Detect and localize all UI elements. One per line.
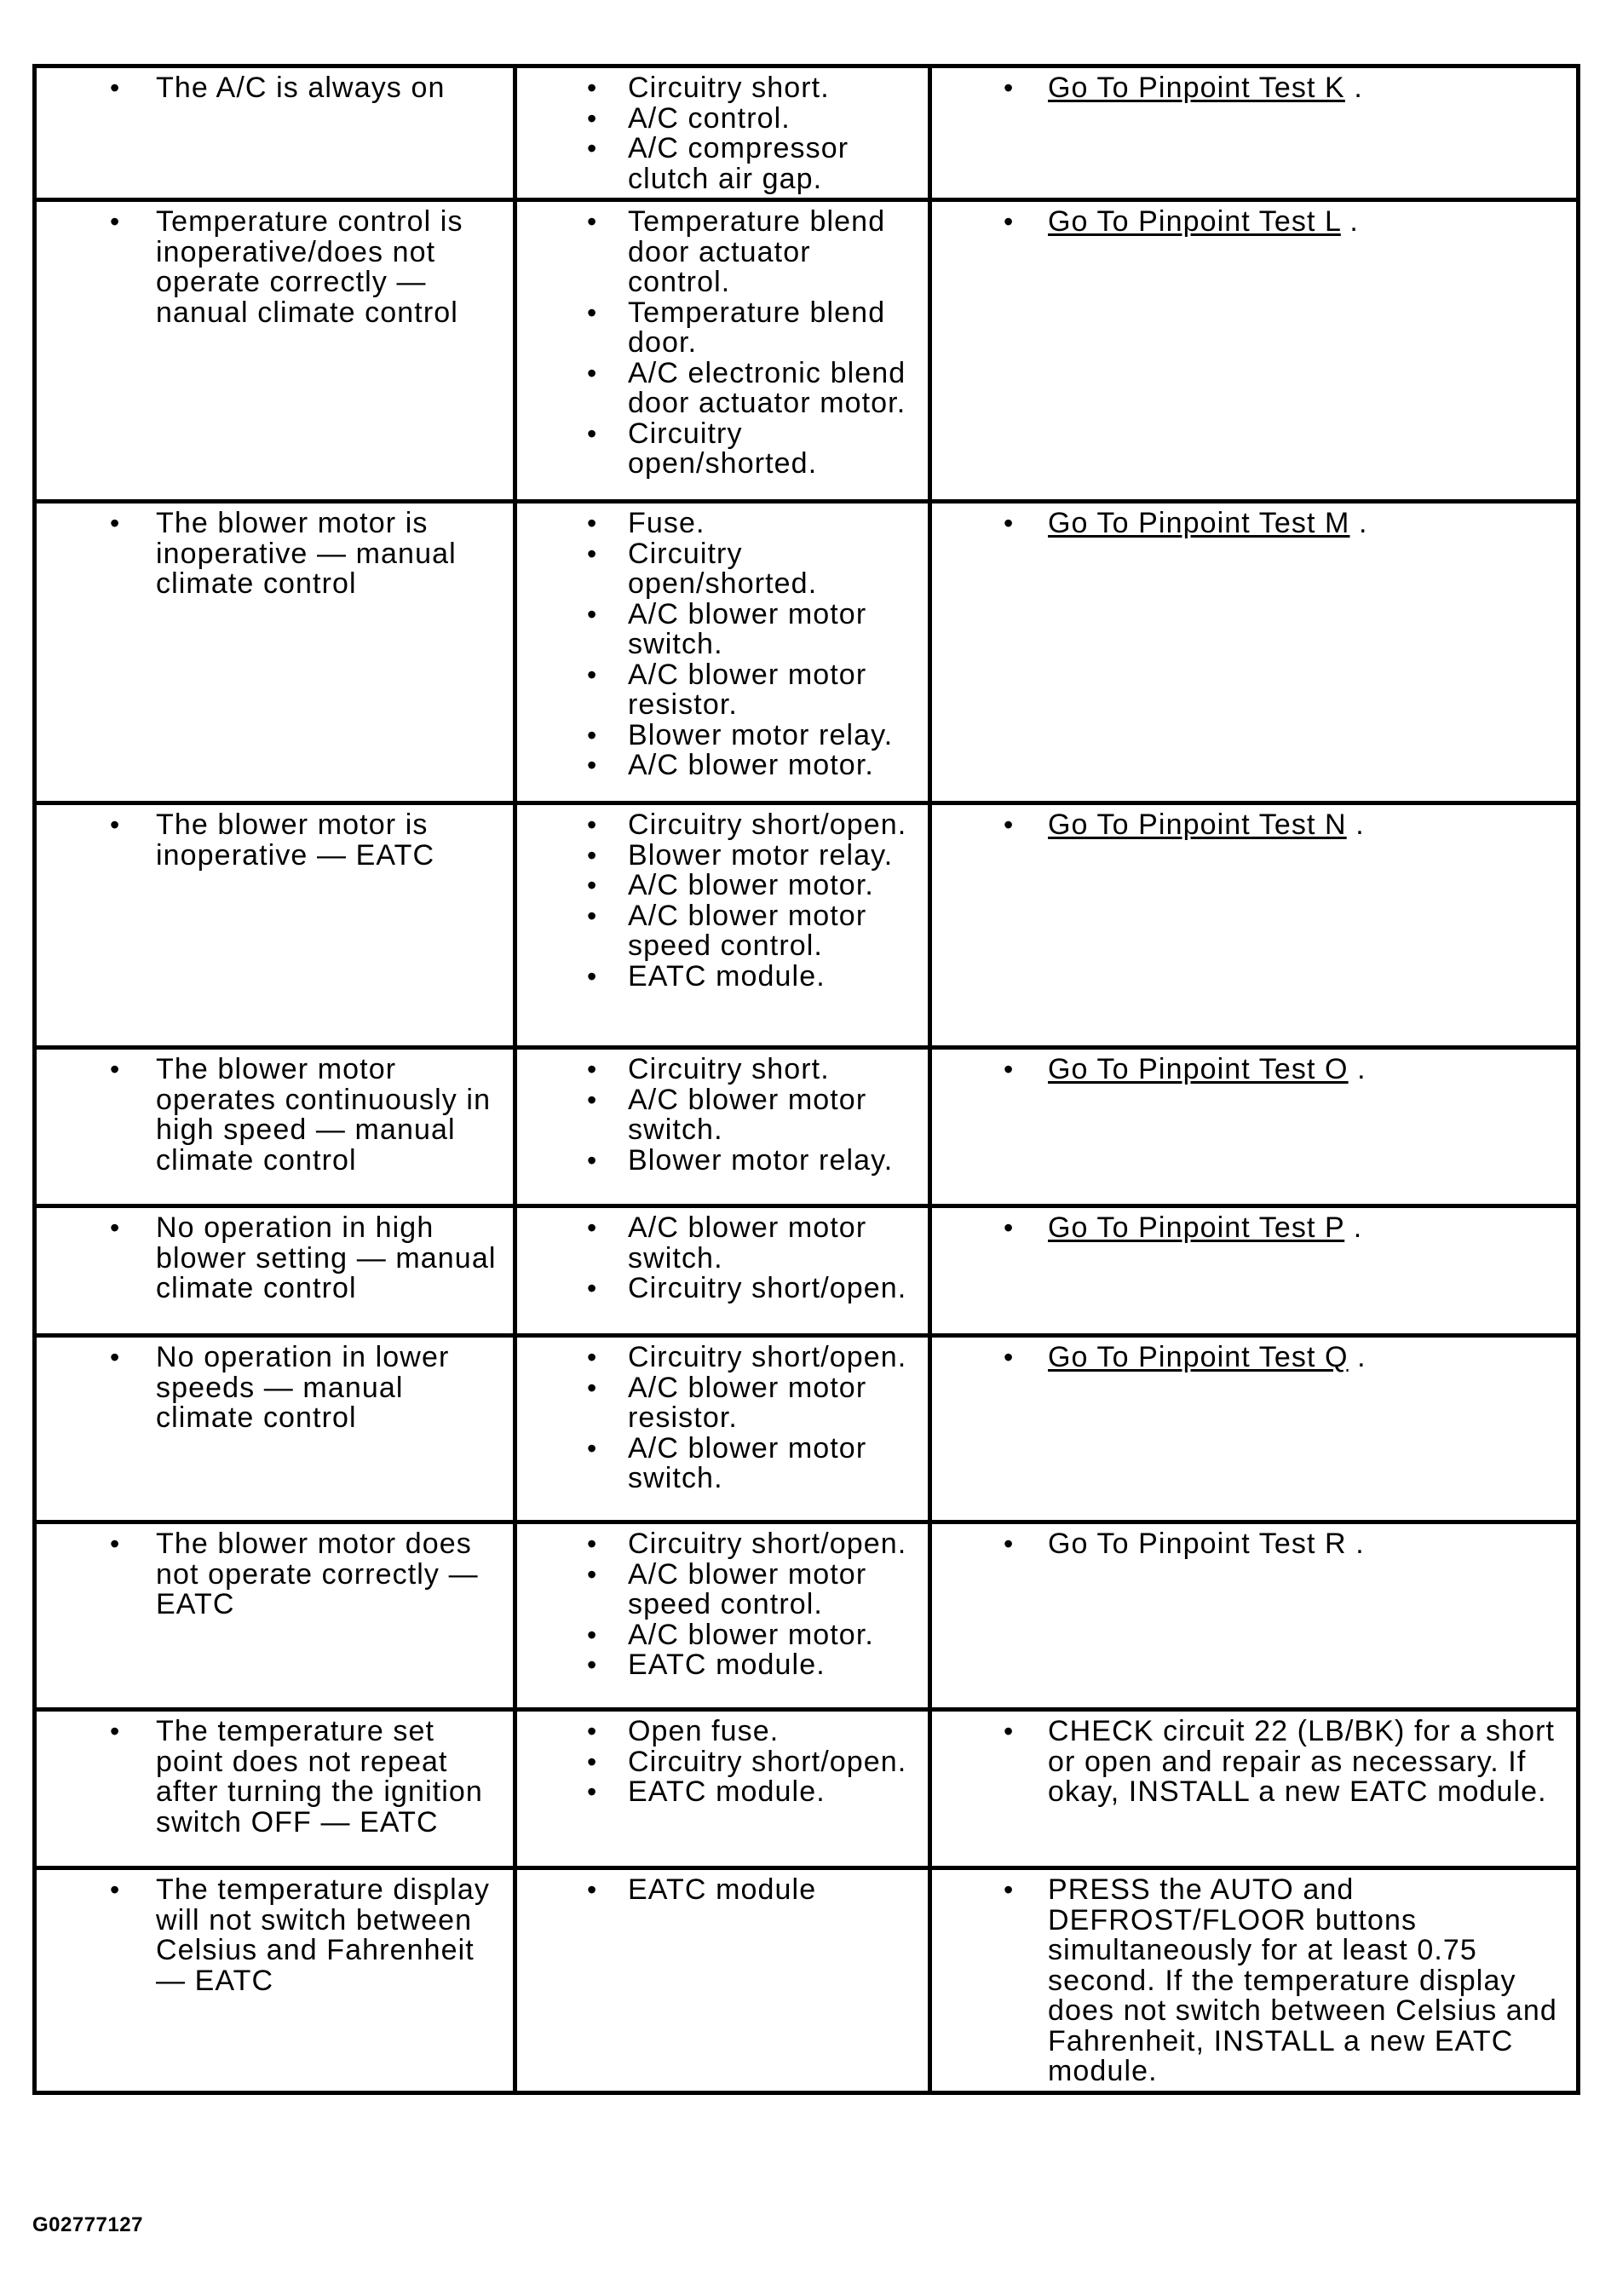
table-row — [35, 1048, 1579, 1206]
possible-sources-cell — [515, 1710, 930, 1868]
action-item: • Go To Pinpoint Test Q . — [932, 1343, 1569, 1373]
condition-list — [37, 1717, 506, 1838]
action-list — [932, 207, 1569, 238]
possible-sources-cell — [515, 66, 930, 200]
action-cell — [930, 1522, 1579, 1710]
possible-source-item: • EATC module. — [517, 1650, 921, 1681]
possible-sources-list — [517, 73, 921, 194]
condition-list — [37, 207, 506, 328]
action-list — [932, 1529, 1569, 1560]
possible-source-item: • A/C blower motor speed control. — [517, 901, 921, 962]
symptom-chart-body — [35, 66, 1579, 2093]
condition-text: • The temperature set point does not repeat after turning the ignition switch OFF — EATC — [37, 1717, 506, 1838]
possible-sources-cell — [515, 1868, 930, 2093]
action-list — [932, 1343, 1569, 1373]
condition-list — [37, 810, 506, 871]
condition-list — [37, 1055, 506, 1176]
condition-text: • The blower motor is inoperative — manual climate control — [37, 509, 506, 600]
condition-list — [37, 509, 506, 600]
condition-text: • The blower motor is inoperative — EATC — [37, 810, 506, 871]
condition-cell — [35, 803, 515, 1048]
possible-sources-cell — [515, 803, 930, 1048]
action-item: • Go To Pinpoint Test O . — [932, 1055, 1569, 1085]
table-row — [35, 66, 1579, 200]
condition-text: • The blower motor operates continuously in high speed — manual climate control — [37, 1055, 506, 1176]
condition-text: • No operation in lower speeds — manual climate control — [37, 1343, 506, 1434]
possible-source-item: • Blower motor relay. — [517, 841, 921, 872]
possible-source-item: • A/C blower motor speed control. — [517, 1560, 921, 1620]
action-list — [932, 1875, 1569, 2087]
possible-sources-list — [517, 1875, 921, 1906]
pinpoint-test-link[interactable]: Go To Pinpoint Test N — [1048, 808, 1347, 841]
condition-text: • The blower motor does not operate correctly — EATC — [37, 1529, 506, 1620]
possible-sources-list — [517, 1717, 921, 1808]
possible-source-item: • EATC module — [517, 1875, 921, 1906]
condition-cell — [35, 66, 515, 200]
table-row — [35, 200, 1579, 502]
condition-cell — [35, 1336, 515, 1522]
possible-source-item: • Fuse. — [517, 509, 921, 539]
possible-source-item: • Circuitry short/open. — [517, 810, 921, 841]
action-text: PRESS the AUTO and DEFROST/FLOOR buttons simultaneously for at least 0.75 second. If the temperature display does not switch between Celsius and Fahrenheit, INSTALL a new EATC module. — [1048, 1873, 1557, 2087]
possible-source-item: • Circuitry short. — [517, 73, 921, 104]
possible-sources-list — [517, 1213, 921, 1304]
action-item: • Go To Pinpoint Test N . — [932, 810, 1569, 841]
action-cell — [930, 1868, 1579, 2093]
possible-source-item: • Circuitry short/open. — [517, 1274, 921, 1304]
possible-source-item: • EATC module. — [517, 962, 921, 993]
condition-cell — [35, 502, 515, 803]
condition-cell — [35, 200, 515, 502]
table-row — [35, 502, 1579, 803]
table-row — [35, 1522, 1579, 1710]
action-cell — [930, 803, 1579, 1048]
condition-text: • The temperature display will not switch between Celsius and Fahrenheit — EATC — [37, 1875, 506, 1996]
possible-sources-list — [517, 509, 921, 781]
table-row — [35, 1710, 1579, 1868]
condition-cell — [35, 1048, 515, 1206]
condition-list — [37, 1213, 506, 1304]
condition-list — [37, 1529, 506, 1620]
possible-source-item: • Circuitry short/open. — [517, 1529, 921, 1560]
possible-source-item: • A/C blower motor. — [517, 751, 921, 781]
condition-list — [37, 73, 506, 104]
possible-sources-cell — [515, 200, 930, 502]
action-list — [932, 1213, 1569, 1244]
possible-source-item: • A/C blower motor. — [517, 1620, 921, 1651]
pinpoint-test-link[interactable]: Go To Pinpoint Test L — [1048, 205, 1341, 238]
possible-source-item: • A/C blower motor resistor. — [517, 1373, 921, 1434]
condition-cell — [35, 1206, 515, 1336]
possible-source-item: • A/C blower motor. — [517, 871, 921, 901]
table-row — [35, 1868, 1579, 2093]
possible-sources-list — [517, 1343, 921, 1494]
condition-list — [37, 1343, 506, 1434]
figure-id: G02777127 — [32, 2213, 143, 2236]
pinpoint-test-link[interactable]: Go To Pinpoint Test O — [1048, 1053, 1349, 1085]
action-cell — [930, 1710, 1579, 1868]
action-item: • Go To Pinpoint Test M . — [932, 509, 1569, 539]
possible-source-item: • A/C blower motor resistor. — [517, 660, 921, 721]
possible-sources-list — [517, 1055, 921, 1176]
possible-source-item: • Circuitry short. — [517, 1055, 921, 1085]
condition-text: • Temperature control is inoperative/does not operate correctly — nanual climate control — [37, 207, 506, 328]
table-row — [35, 1336, 1579, 1522]
possible-sources-list — [517, 207, 921, 480]
action-cell — [930, 1336, 1579, 1522]
possible-sources-list — [517, 1529, 921, 1681]
action-list — [932, 1055, 1569, 1085]
possible-source-item: • A/C electronic blend door actuator motor. — [517, 359, 921, 419]
possible-source-item: • A/C control. — [517, 104, 921, 135]
action-cell — [930, 1206, 1579, 1336]
possible-source-item: • EATC module. — [517, 1777, 921, 1808]
action-cell — [930, 502, 1579, 803]
possible-sources-list — [517, 810, 921, 992]
condition-cell — [35, 1522, 515, 1710]
condition-text: • The A/C is always on — [37, 73, 506, 104]
possible-source-item: • Circuitry open/shorted. — [517, 539, 921, 600]
possible-sources-cell — [515, 502, 930, 803]
condition-list — [37, 1875, 506, 1996]
possible-source-item: • A/C blower motor switch. — [517, 1085, 921, 1146]
possible-source-item: • Blower motor relay. — [517, 1146, 921, 1177]
possible-source-item: • Circuitry short/open. — [517, 1747, 921, 1778]
possible-source-item: • Circuitry open/shorted. — [517, 419, 921, 480]
action-list — [932, 73, 1569, 104]
possible-source-item: • A/C compressor clutch air gap. — [517, 134, 921, 194]
action-list — [932, 509, 1569, 539]
condition-text: • No operation in high blower setting — manual climate control — [37, 1213, 506, 1304]
possible-sources-cell — [515, 1522, 930, 1710]
possible-source-item: • Blower motor relay. — [517, 721, 921, 751]
possible-source-item: • Temperature blend door. — [517, 298, 921, 359]
action-text: CHECK circuit 22 (LB/BK) for a short or open and repair as necessary. If okay, INSTALL a new EATC module. — [1048, 1715, 1556, 1808]
action-list — [932, 810, 1569, 841]
pinpoint-test-link[interactable]: Go To Pinpoint Test Q — [1048, 1341, 1349, 1373]
action-item: • Go To Pinpoint Test L . — [932, 207, 1569, 238]
condition-cell — [35, 1868, 515, 2093]
pinpoint-test-link[interactable]: Go To Pinpoint Test P — [1048, 1211, 1345, 1244]
possible-sources-cell — [515, 1048, 930, 1206]
pinpoint-test-link[interactable]: Go To Pinpoint Test M — [1048, 507, 1350, 539]
possible-source-item: • Circuitry short/open. — [517, 1343, 921, 1373]
symptom-chart-table — [32, 64, 1580, 2095]
possible-source-item: • A/C blower motor switch. — [517, 1213, 921, 1274]
possible-source-item: • Temperature blend door actuator control. — [517, 207, 921, 298]
condition-cell — [35, 1710, 515, 1868]
action-text: Go To Pinpoint Test R — [1048, 1528, 1347, 1560]
possible-source-item: • Open fuse. — [517, 1717, 921, 1747]
possible-sources-cell — [515, 1336, 930, 1522]
action-item — [932, 1717, 1569, 1808]
action-cell — [930, 1048, 1579, 1206]
action-cell — [930, 200, 1579, 502]
table-row — [35, 1206, 1579, 1336]
action-cell — [930, 66, 1579, 200]
action-item: • Go To Pinpoint Test R . — [932, 1529, 1569, 1560]
pinpoint-test-link[interactable]: Go To Pinpoint Test K — [1048, 72, 1345, 104]
possible-source-item: • A/C blower motor switch. — [517, 600, 921, 660]
action-item: • Go To Pinpoint Test K . — [932, 73, 1569, 104]
table-row — [35, 803, 1579, 1048]
action-item: • Go To Pinpoint Test P . — [932, 1213, 1569, 1244]
action-item — [932, 1875, 1569, 2087]
possible-sources-cell — [515, 1206, 930, 1336]
possible-source-item: • A/C blower motor switch. — [517, 1434, 921, 1494]
action-list — [932, 1717, 1569, 1808]
